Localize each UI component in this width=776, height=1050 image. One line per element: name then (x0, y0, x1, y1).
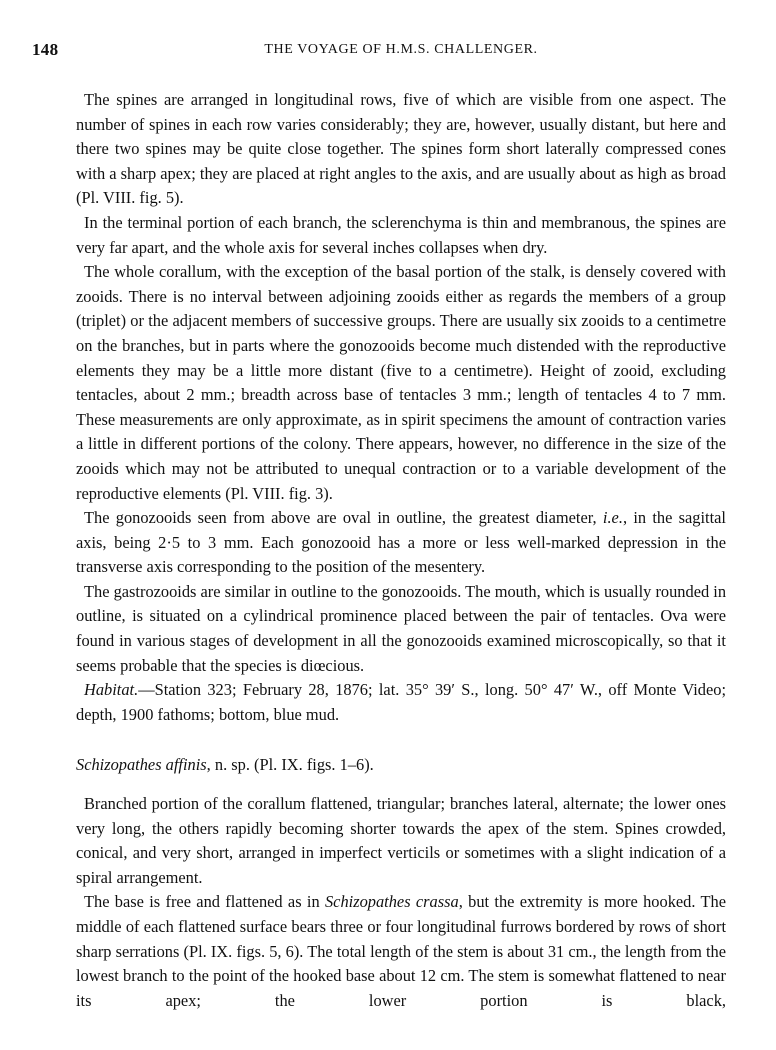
page-number: 148 (32, 40, 59, 59)
base-species-crassa: Schizopathes crassa (324, 892, 459, 912)
running-head (32, 40, 726, 64)
habitat-text: —Station 323; February 28, 1876; lat. 35° 39′ S., long. 50° 47′ W., off Monte Video; depth, 1900 fathoms; bottom, blue mud. (76, 680, 726, 724)
species-heading (76, 753, 726, 778)
paragraph-habitat (76, 678, 726, 727)
species-reference: , n. sp. (Pl. IX. figs. 1–6). (206, 755, 374, 775)
paragraph-terminal-portion: In the terminal portion of each branch, the sclerenchyma is thin and membranous, the spines are very far apart, and the whole axis for several inches collapses when dry. (76, 212, 726, 257)
gonozooids-text-a: The gonozooids seen from above are oval in outline, the greatest diameter, (84, 508, 603, 528)
base-text-b: , but the extremity is more hooked. The middle of each flattened surface bears three or four longitudinal furrows bordered by rows of short sharp serrations (Pl. IX. figs. 5, 6). The total length of the stem is about 31 cm., the length from the lowest branch to the point of the hooked base about 12 cm. The stem is somewhat flattened to near its apex; the lower portion is black, (76, 892, 726, 1010)
gonozooids-text-b: , in the sagittal axis, being 2·5 to 3 mm. Each gonozooid has a more or less well-marked depression in the transverse axis corresponding to the position of the mesentery. (76, 508, 726, 577)
base-text-a: The base is free and flattened as in (84, 892, 325, 912)
paragraph-base (76, 890, 726, 1013)
paragraph-branched-portion: Branched portion of the corallum flattened, triangular; branches lateral, alternate; the lower ones very long, the others rapidly becoming shorter towards the apex of the stem. Spines crowded, conical, and very short, arranged in imperfect verticils or sometimes with a slight indication of a spiral arrangement. (76, 794, 726, 887)
paragraph-gonozooids (76, 506, 726, 580)
species-body-text (76, 792, 726, 1013)
habitat-label: Habitat. (84, 680, 139, 700)
species-name: Schizopathes affinis (76, 755, 207, 775)
page (32, 40, 727, 1013)
paragraph-spines: The spines are arranged in longitudinal rows, five of which are visible from one aspect. The number of spines in each row varies considerably; they are, however, usually distant, but here and there two spines may be quite close together. The spines form short laterally compressed cones with a sharp apex; they are placed at right angles to the axis, and are usually about as high as broad (Pl. VIII. fig. 5). (76, 90, 726, 208)
paragraph-corallum: The whole corallum, with the exception of the basal portion of the stalk, is densely covered with zooids. There is no interval between adjoining zooids either as regards the members of a group (triplet) or the adjacent members of successive groups. There are usually six zooids to a centimetre on the branches, but in parts where the gonozooids become much distended with the reproductive elements they may be a little more distant (five to a centimetre). Height of zooid, excluding tentacles, about 2 mm.; breadth across base of tentacles 3 mm.; length of tentacles 4 to 7 mm. These measurements are only approximate, as in spirit specimens the amount of contraction varies a little in different portions of the colony. There appears, however, no difference in the size of the zooids which may not be attributed to unequal contraction or to a variable development of the reproductive elements (Pl. VIII. fig. 3). (76, 262, 726, 503)
body-text (76, 88, 726, 727)
gonozooids-ie: i.e. (602, 508, 623, 528)
running-title: THE VOYAGE OF H.M.S. CHALLENGER. (264, 42, 538, 57)
paragraph-gastrozooids: The gastrozooids are similar in outline to the gonozooids. The mouth, which is usually rounded in outline, is situated on a cylindrical prominence placed between the pair of tentacles. Ova were found in various stages of development in all the gonozooids examined microscopically, so that it seems probable that the species is diœcious. (76, 581, 727, 675)
